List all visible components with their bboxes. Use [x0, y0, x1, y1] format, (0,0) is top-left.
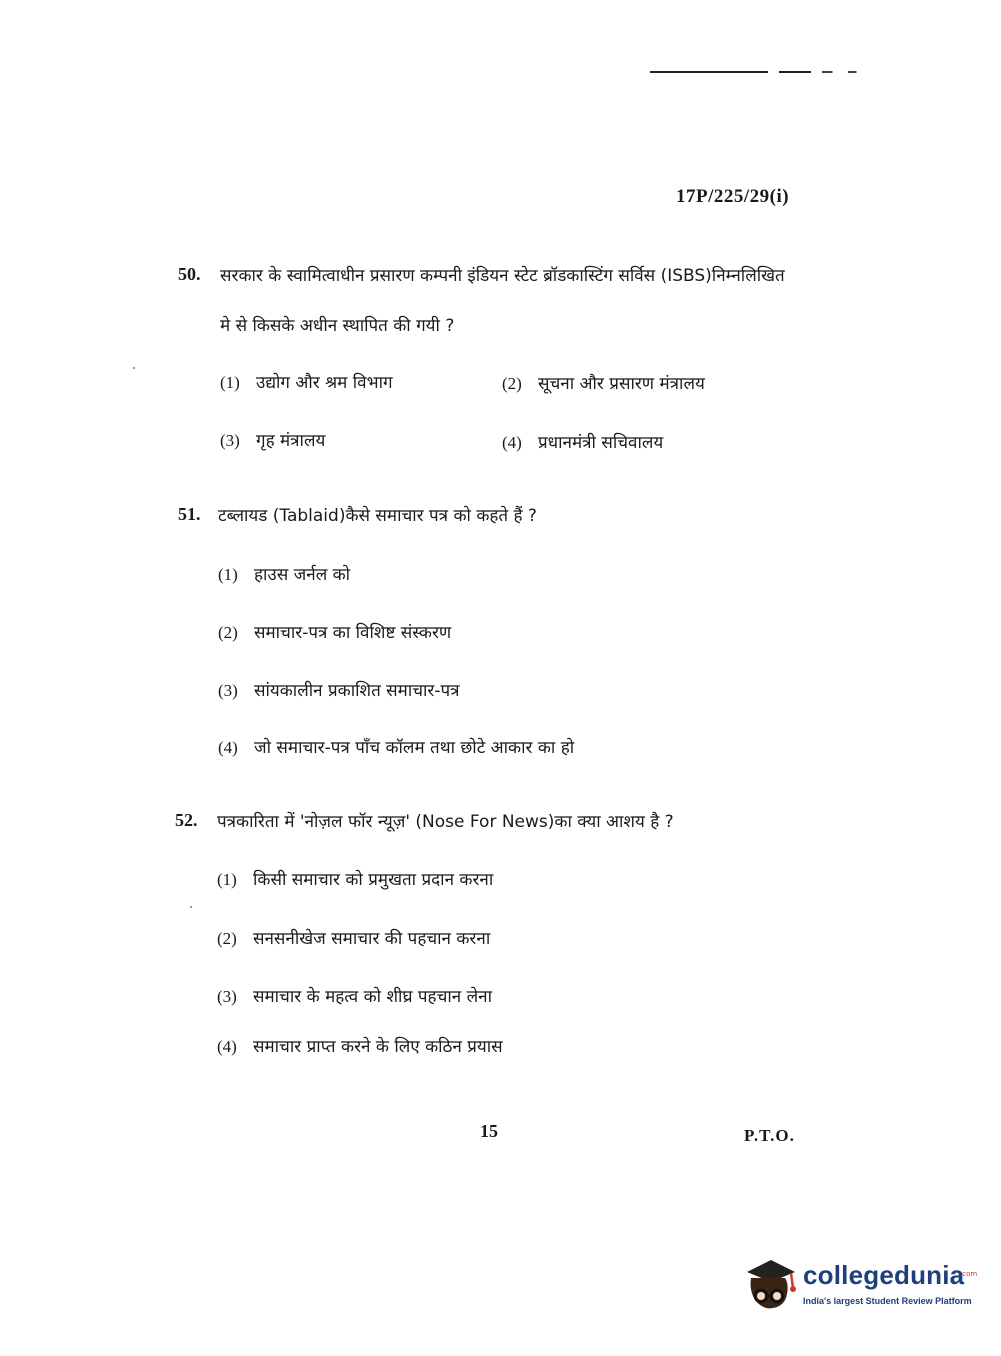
answer-option — [217, 1034, 503, 1057]
answer-option — [502, 371, 705, 394]
option-text: सनसनीखेज समाचार की पहचान करना — [253, 929, 491, 949]
answer-option — [217, 867, 493, 890]
question-number: 50. — [178, 264, 201, 284]
answer-option — [217, 984, 492, 1007]
option-number: (1) — [220, 373, 240, 392]
mascot-icon — [741, 1256, 801, 1316]
option-text: किसी समाचार को प्रमुखता प्रदान करना — [253, 870, 494, 890]
answer-option — [218, 735, 574, 758]
question-text-line: पत्रकारिता में 'नोज़ल फॉर न्यूज़' (Nose For News)का क्या आशय है ? — [217, 812, 674, 832]
question-text-line: मे से किसके अधीन स्थापित की गयी ? — [220, 316, 455, 336]
question-number: 52. — [175, 810, 198, 830]
option-text: उद्योग और श्रम विभाग — [256, 373, 393, 393]
answer-option — [220, 428, 325, 451]
option-text: समाचार प्राप्त करने के लिए कठिन प्रयास — [253, 1037, 503, 1057]
brand-suffix: .com — [960, 1270, 978, 1278]
paper-code: 17P/225/29(i) — [676, 186, 790, 207]
option-text: गृह मंत्रालय — [256, 431, 326, 451]
question-text-line: सरकार के स्वामित्वाधीन प्रसारण कम्पनी इंडियन स्टेट ब्रॉडकास्टिंग सर्विस (ISBS)निम्नलिखित — [220, 266, 785, 286]
option-number: (2) — [502, 374, 522, 393]
scan-speck — [133, 367, 135, 369]
option-number: (1) — [217, 870, 237, 889]
option-number: (3) — [218, 681, 238, 700]
question-number: 51. — [178, 504, 201, 524]
answer-option — [218, 678, 460, 701]
option-number: (2) — [217, 929, 237, 948]
collegedunia-watermark — [741, 1250, 978, 1320]
option-text: जो समाचार-पत्र पाँच कॉलम तथा छोटे आकार का हो — [254, 738, 575, 758]
answer-option — [502, 430, 663, 453]
brand-name: collegedunia — [803, 1260, 965, 1290]
option-number: (4) — [502, 433, 522, 452]
answer-option — [218, 562, 350, 585]
option-text: समाचार के महत्व को शीघ्र पहचान लेना — [253, 987, 492, 1007]
option-number: (4) — [218, 738, 238, 757]
option-text: समाचार-पत्र का विशिष्ट संस्करण — [254, 623, 452, 643]
option-number: (4) — [217, 1037, 237, 1056]
pto-label: P.T.O. — [744, 1126, 795, 1145]
option-text: सांयकालीन प्रकाशित समाचार-पत्र — [254, 681, 460, 701]
option-number: (3) — [220, 431, 240, 450]
page-number: 15 — [480, 1121, 498, 1141]
option-number: (1) — [218, 565, 238, 584]
option-number: (2) — [218, 623, 238, 642]
brand-tagline: India's largest Student Review Platform — [803, 1296, 972, 1306]
question-text-line: टब्लायड (Tablaid)कैसे समाचार पत्र को कहते हैं ? — [218, 506, 537, 526]
answer-option — [217, 926, 490, 949]
answer-option — [220, 370, 393, 393]
scan-speck — [190, 906, 192, 908]
option-text: प्रधानमंत्री सचिवालय — [538, 433, 664, 453]
answer-option — [218, 620, 451, 643]
scan-header-rule — [650, 71, 865, 73]
option-text: हाउस जर्नल को — [254, 565, 351, 585]
option-text: सूचना और प्रसारण मंत्रालय — [538, 374, 705, 394]
option-number: (3) — [217, 987, 237, 1006]
